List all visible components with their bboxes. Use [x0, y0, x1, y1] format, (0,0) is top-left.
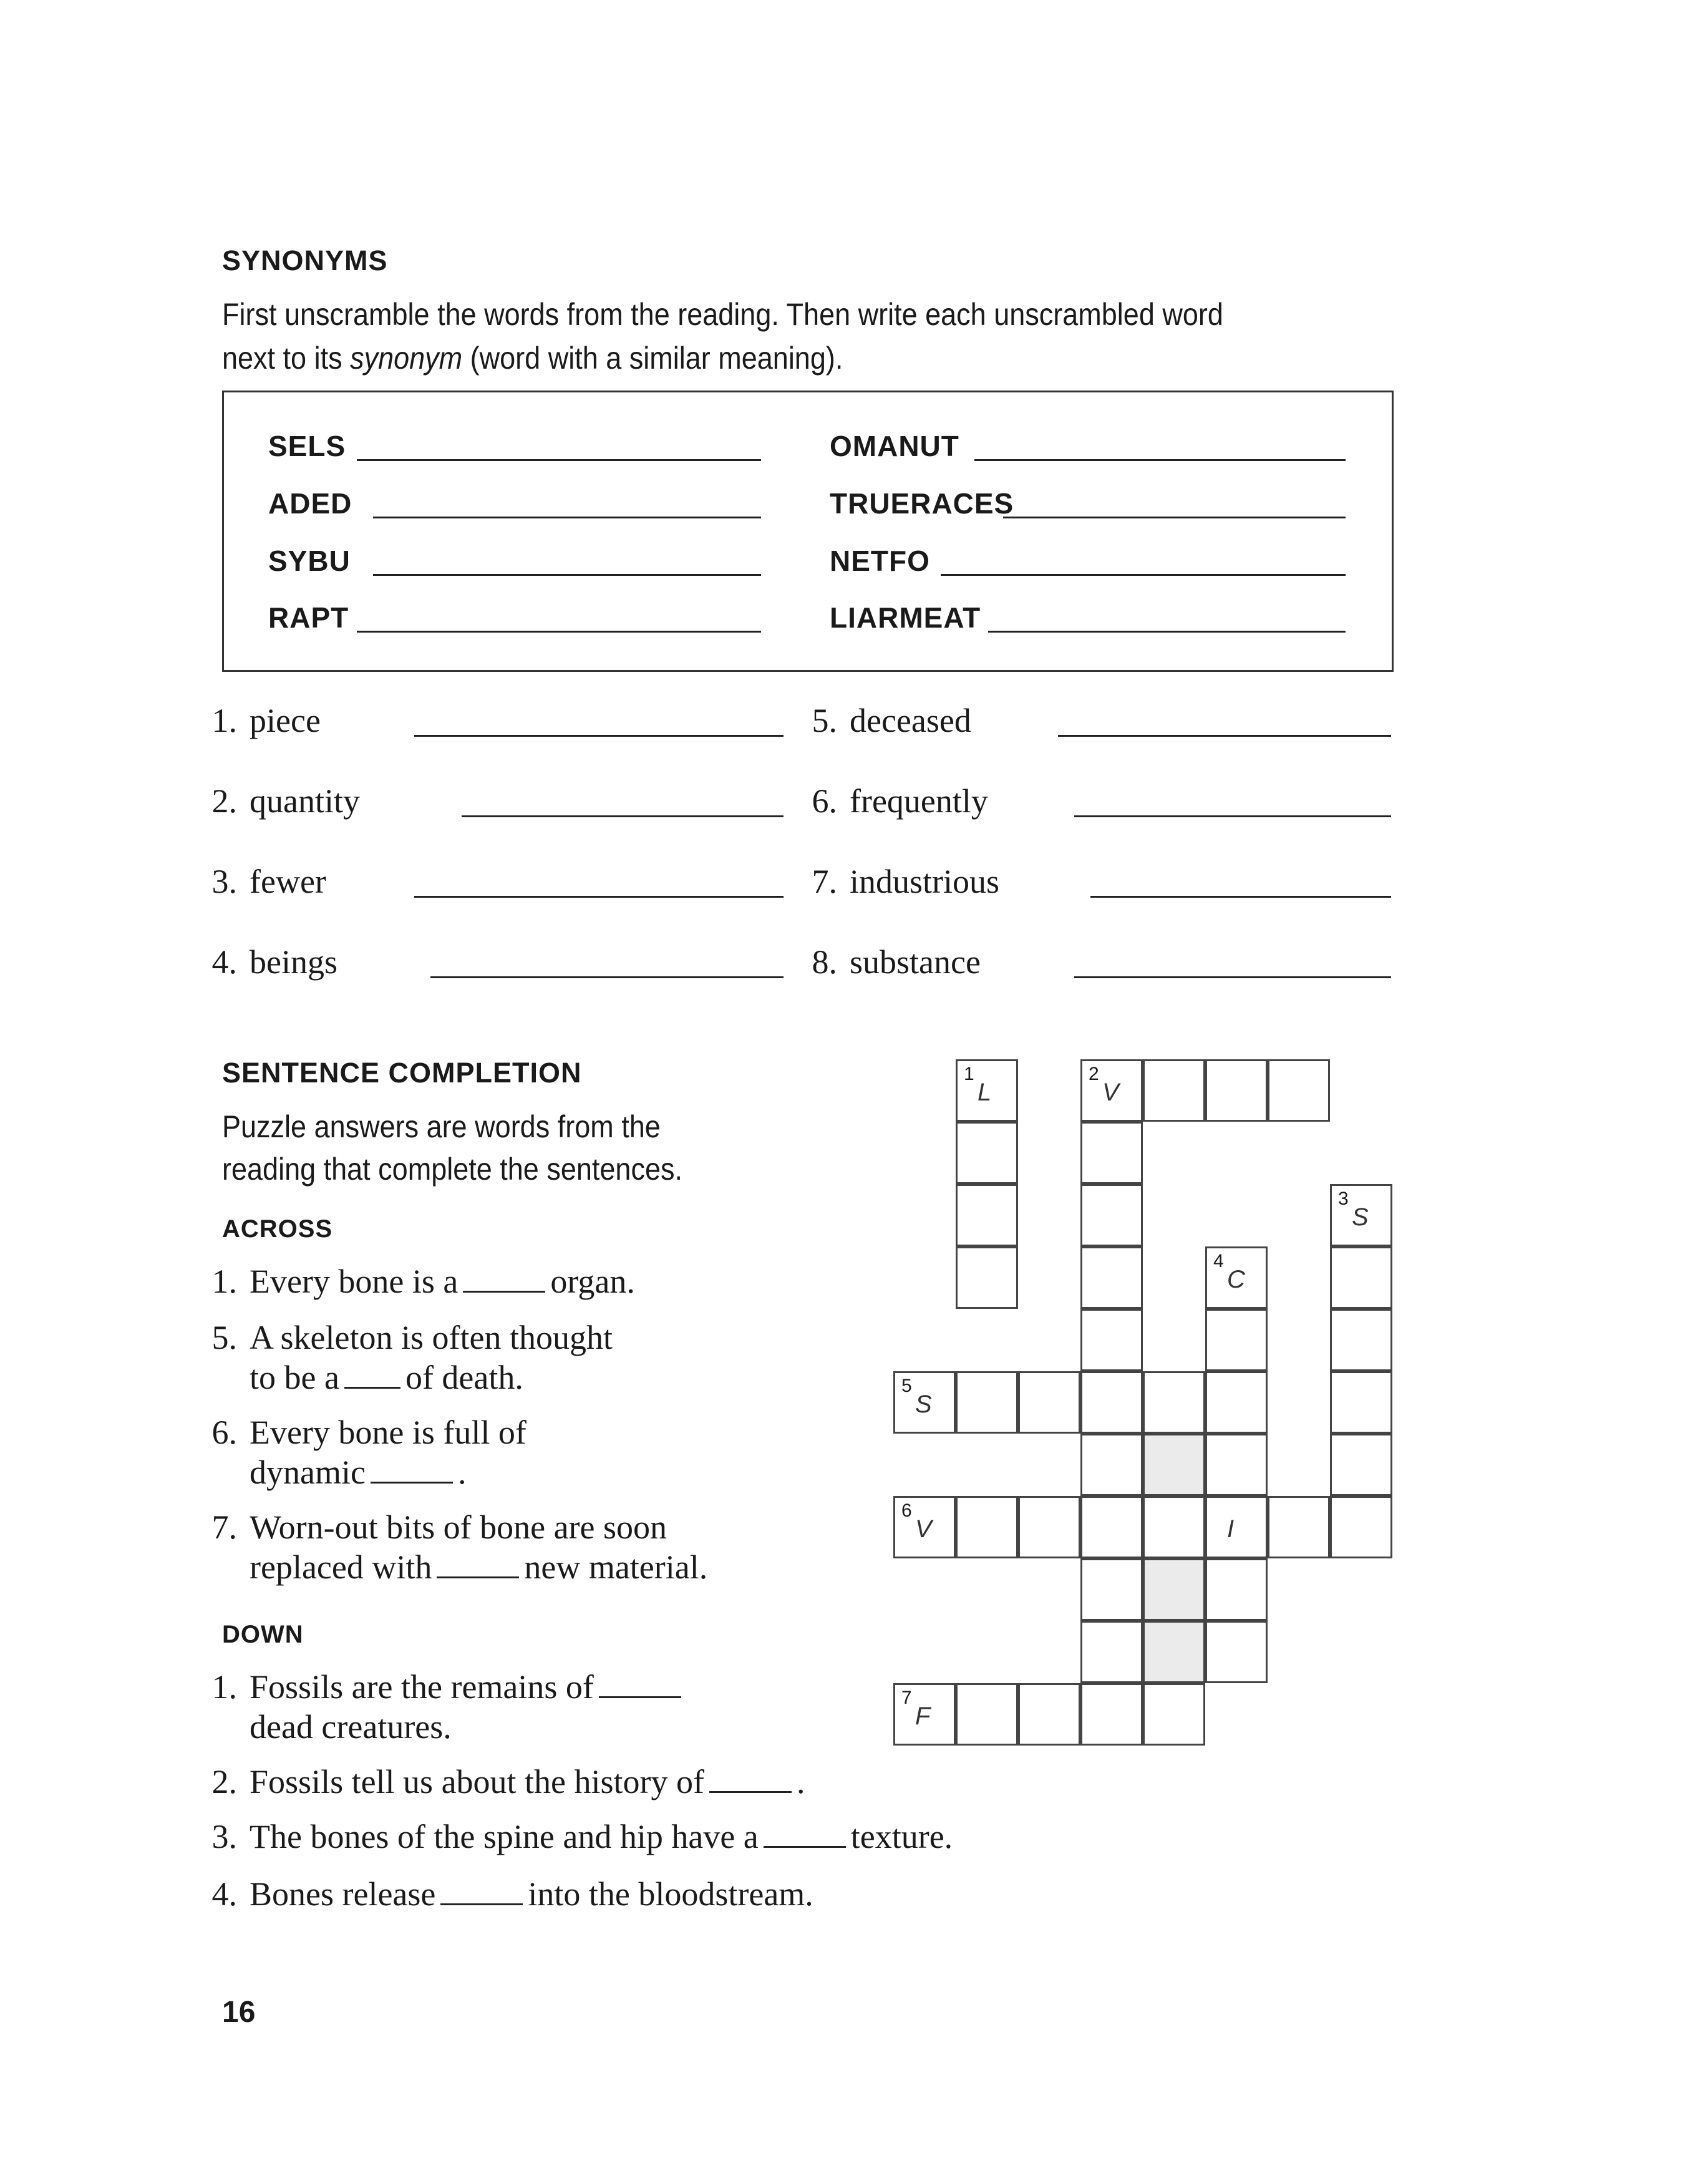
- scrambled-word: SELS: [268, 430, 346, 462]
- crossword-cell[interactable]: [956, 1371, 1018, 1434]
- crossword-cell[interactable]: [1143, 1496, 1205, 1558]
- crossword-cell[interactable]: [1205, 1434, 1268, 1496]
- synonyms-instruction-line2: next to its synonym (word with a similar meaning).: [222, 341, 843, 376]
- answer-line[interactable]: [1058, 735, 1391, 737]
- scrambled-word: OMANUT: [830, 430, 959, 462]
- answer-line[interactable]: [357, 631, 761, 633]
- answer-line[interactable]: [1074, 976, 1391, 978]
- synonym-item: 1. piece: [211, 702, 321, 739]
- synonyms-heading: SYNONYMS: [222, 245, 388, 276]
- down-label: DOWN: [222, 1621, 304, 1648]
- crossword-cell[interactable]: [956, 1122, 1018, 1184]
- crossword-cell[interactable]: [1143, 1683, 1205, 1746]
- crossword-cell[interactable]: [1080, 1309, 1143, 1371]
- crossword-cell[interactable]: [956, 1683, 1018, 1746]
- crossword-cell-shaded: [1143, 1434, 1205, 1496]
- crossword-cell[interactable]: [1205, 1621, 1268, 1683]
- crossword-cell[interactable]: [956, 1184, 1018, 1246]
- crossword-cell[interactable]: [1080, 1558, 1143, 1621]
- answer-line[interactable]: [373, 574, 761, 576]
- crossword-cell[interactable]: 7 F: [893, 1683, 956, 1746]
- crossword-cell-shaded: [1143, 1558, 1205, 1621]
- crossword-cell[interactable]: [1080, 1434, 1143, 1496]
- crossword-cell[interactable]: [1268, 1059, 1330, 1122]
- crossword-cell[interactable]: [1143, 1371, 1205, 1434]
- answer-line[interactable]: [941, 574, 1346, 576]
- crossword-cell[interactable]: [956, 1246, 1018, 1309]
- crossword-cell[interactable]: [1080, 1371, 1143, 1434]
- scrambled-word: TRUERACES: [830, 487, 1014, 520]
- crossword-cell[interactable]: [1330, 1309, 1392, 1371]
- crossword-cell[interactable]: 1 L: [956, 1059, 1018, 1122]
- crossword-cell[interactable]: [1080, 1184, 1143, 1246]
- scrambled-word: NETFO: [830, 545, 930, 577]
- page-number: 16: [222, 1996, 256, 2029]
- crossword-cell[interactable]: [1018, 1371, 1080, 1434]
- crossword-cell[interactable]: [1268, 1496, 1330, 1558]
- across-label: ACROSS: [222, 1215, 333, 1243]
- answer-line[interactable]: [1003, 517, 1346, 518]
- crossword-cell[interactable]: [1205, 1371, 1268, 1434]
- answer-line[interactable]: [414, 896, 784, 898]
- synonym-item: 4. beings: [211, 943, 337, 981]
- crossword-cell[interactable]: [1018, 1683, 1080, 1746]
- crossword-cell[interactable]: [1018, 1496, 1080, 1558]
- scrambled-word: LIARMEAT: [830, 601, 981, 634]
- crossword-cell[interactable]: 6 V: [893, 1496, 956, 1558]
- crossword-cell[interactable]: 2 V: [1080, 1059, 1143, 1122]
- crossword-cell[interactable]: [1330, 1434, 1392, 1496]
- crossword-cell[interactable]: [1330, 1371, 1392, 1434]
- crossword-cell[interactable]: [1143, 1059, 1205, 1122]
- crossword-cell[interactable]: 4 C: [1205, 1246, 1268, 1309]
- synonym-item: 2. quantity: [211, 782, 360, 820]
- crossword-cell[interactable]: [1205, 1558, 1268, 1621]
- scrambled-word: RAPT: [268, 601, 349, 634]
- crossword-cell[interactable]: [1330, 1246, 1392, 1309]
- synonym-item: 3. fewer: [211, 863, 326, 900]
- sentence-completion-instruction-line2: reading that complete the sentences.: [222, 1152, 682, 1187]
- scrambled-word: SYBU: [268, 545, 351, 577]
- sentence-completion-instruction-line1: Puzzle answers are words from the: [222, 1109, 661, 1144]
- answer-line[interactable]: [974, 459, 1346, 461]
- crossword-cell[interactable]: [1080, 1683, 1143, 1746]
- crossword-cell[interactable]: [1080, 1621, 1143, 1683]
- synonym-item: 6. frequently: [812, 782, 988, 820]
- scrambled-word: ADED: [268, 487, 352, 520]
- answer-line[interactable]: [1074, 815, 1391, 817]
- crossword-cell[interactable]: I: [1205, 1496, 1268, 1558]
- crossword-cell[interactable]: [1080, 1496, 1143, 1558]
- scrambled-words-box: [222, 391, 1394, 672]
- answer-line[interactable]: [462, 815, 784, 817]
- synonym-item: 7. industrious: [812, 863, 1000, 900]
- crossword-cell[interactable]: [956, 1496, 1018, 1558]
- crossword-cell[interactable]: [1330, 1496, 1392, 1558]
- answer-line[interactable]: [357, 459, 761, 461]
- synonym-item: 8. substance: [812, 943, 981, 981]
- crossword-cell[interactable]: [1080, 1122, 1143, 1184]
- crossword-cell[interactable]: [1205, 1059, 1268, 1122]
- crossword-cell[interactable]: 5 S: [893, 1371, 956, 1434]
- sentence-completion-heading: SENTENCE COMPLETION: [222, 1057, 582, 1089]
- answer-line[interactable]: [988, 631, 1346, 633]
- synonym-item: 5. deceased: [812, 702, 971, 739]
- synonyms-instruction-line1: First unscramble the words from the reading. Then write each unscrambled word: [222, 297, 1223, 332]
- crossword-cell[interactable]: [1205, 1309, 1268, 1371]
- answer-line[interactable]: [430, 976, 784, 978]
- crossword-cell-shaded: [1143, 1621, 1205, 1683]
- answer-line[interactable]: [1090, 896, 1391, 898]
- crossword-cell[interactable]: [1080, 1246, 1143, 1309]
- crossword-cell[interactable]: 3 S: [1330, 1184, 1392, 1246]
- answer-line[interactable]: [373, 517, 761, 518]
- answer-line[interactable]: [414, 735, 784, 737]
